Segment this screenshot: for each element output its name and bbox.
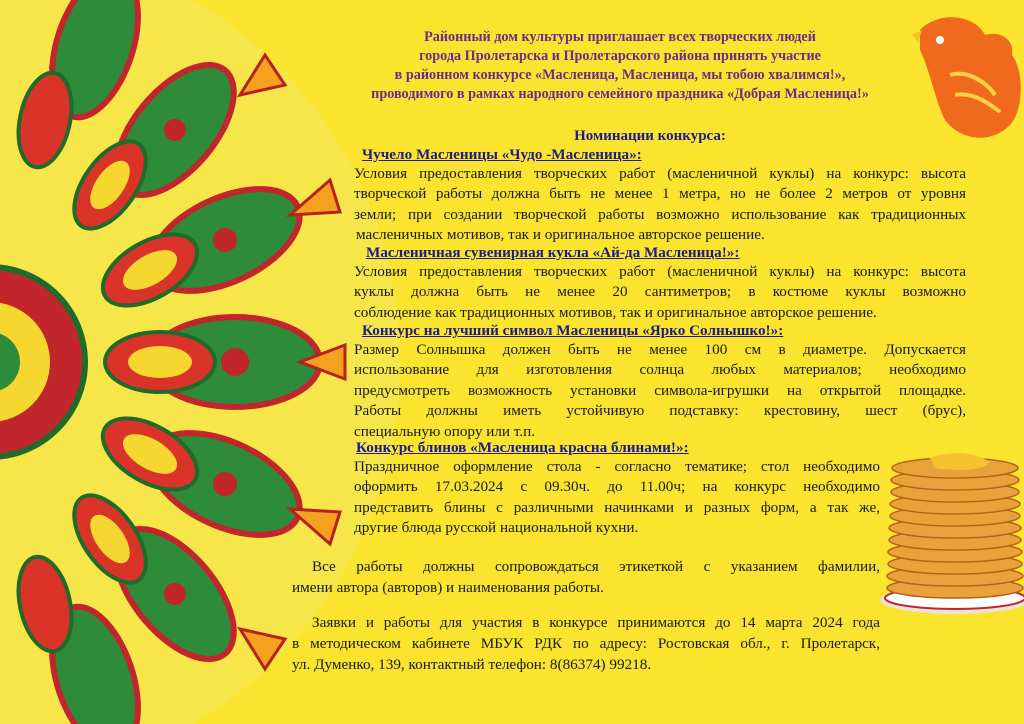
- section-title: Чучело Масленицы «Чудо -Масленица»:: [362, 146, 642, 163]
- nominations-heading: Номинации конкурса:: [574, 128, 726, 144]
- section-body: [354, 262, 966, 323]
- section-line: Праздничное оформление стола - согласно тематике; стол необходимо: [354, 458, 880, 475]
- intro-line: в районном конкурсе «Масленица, Масленица, мы тобою хвалимся!»,: [394, 67, 846, 83]
- section-line: творческой работы должна быть не менее 1 метра, но не более 2 метров от уровня: [354, 185, 966, 203]
- section-line: представить блины с различными начинками и разных форм, а так же,: [354, 498, 880, 516]
- section-title: Конкурс блинов «Масленица красна блинами!»:: [356, 439, 689, 456]
- section-line: Условия предоставления творческих работ (масленичной куклы) на конкурс: высота: [354, 165, 966, 182]
- intro-line: проводимого в рамках народного семейного праздника «Добрая Масленица!»: [371, 86, 869, 102]
- footer-line: имени автора (авторов) и наименования работы.: [292, 579, 604, 596]
- section-body: [354, 164, 966, 246]
- footer-paragraph: [292, 612, 880, 675]
- footer-line: Все работы должны сопровождаться этикеткой с указанием фамилии,: [312, 558, 880, 575]
- section-body: [354, 340, 966, 442]
- section-line: соблюдение как традиционных мотивов, так и оригинальное авторское решение.: [354, 303, 877, 321]
- section-line: предусмотреть возможность установки символа-игрушки на открытой площадке.: [354, 381, 966, 399]
- section-line: другие блюда русской национальной кухни.: [354, 519, 639, 537]
- footer-line: в методическом кабинете МБУК РДК по адресу: Ростовская обл., г. Пролетарск,: [292, 635, 880, 652]
- section-title: Конкурс на лучший символ Масленицы «Ярко Солнышко!»:: [362, 322, 784, 339]
- section-body: [354, 457, 880, 539]
- intro-line: Районный дом культуры приглашает всех творческих людей: [424, 29, 816, 45]
- invitation-intro: [300, 28, 940, 104]
- footer-line: Заявки и работы для участия в конкурсе принимаются до 14 марта 2024 года: [312, 614, 880, 631]
- section-line: куклы должна быть не менее 20 сантиметров; в костюме куклы возможно: [354, 283, 966, 301]
- section-line: масленичных мотивов, так и оригинальное авторское решение.: [356, 226, 765, 244]
- section-line: Размер Солнышка должен быть не менее 100 см в диаметре. Допускается: [354, 341, 966, 358]
- section-line: Работы должны иметь устойчивую подставку: крестовину, шест (брус),: [354, 402, 966, 420]
- section-line: оформить 17.03.2024 с 09.30ч. до 11.00ч; на конкурс необходимо: [354, 478, 880, 496]
- footer-line: ул. Думенко, 139, контактный телефон: 8(86374) 99218.: [292, 656, 652, 673]
- section-line: специальную опору или т.п.: [354, 422, 536, 440]
- section-line: использование для изготовления солнца любых материалов; необходимо: [354, 361, 966, 379]
- section-title: Масленичная сувенирная кукла «Ай-да Масленица!»:: [366, 244, 740, 261]
- section-line: земли; при создании творческой работы возможно использование как традиционных: [354, 205, 966, 223]
- section-line: Условия предоставления творческих работ (масленичной куклы) на конкурс: высота: [354, 263, 966, 280]
- intro-line: города Пролетарска и Пролетарского района принять участие: [419, 48, 821, 64]
- footer-paragraph: [292, 556, 880, 598]
